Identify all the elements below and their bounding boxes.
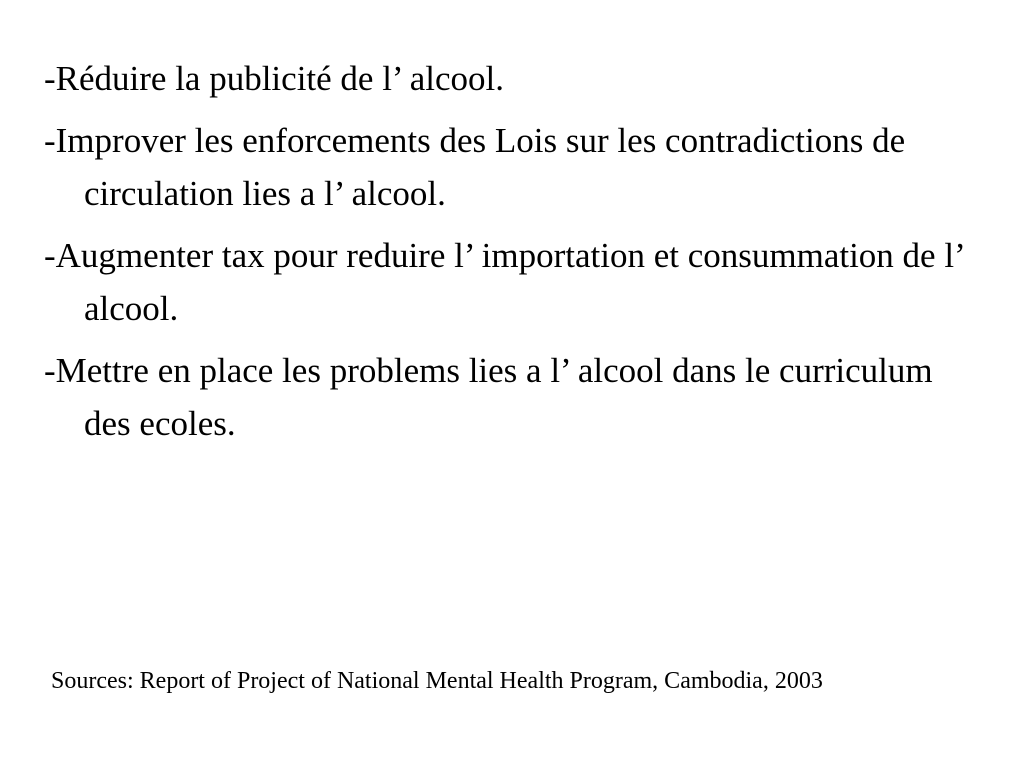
sources-citation: Sources: Report of Project of National Mental Health Program, Cambodia, 2003: [51, 668, 823, 694]
bullet-reduce-advertising: -Réduire la publicité de l’ alcool.: [44, 59, 505, 98]
bullet-increase-tax: -Augmenter tax pour reduire l’ importation et consummation de l’ alcool.: [44, 236, 964, 328]
bullet-improve-law-enforcement: -Improver les enforcements des Lois sur les contradictions de circulation lies a l’ alcool.: [44, 121, 906, 213]
bullet-list: [44, 52, 984, 459]
bullet-school-curriculum: -Mettre en place les problems lies a l’ alcool dans le curriculum des ecoles.: [44, 351, 933, 443]
